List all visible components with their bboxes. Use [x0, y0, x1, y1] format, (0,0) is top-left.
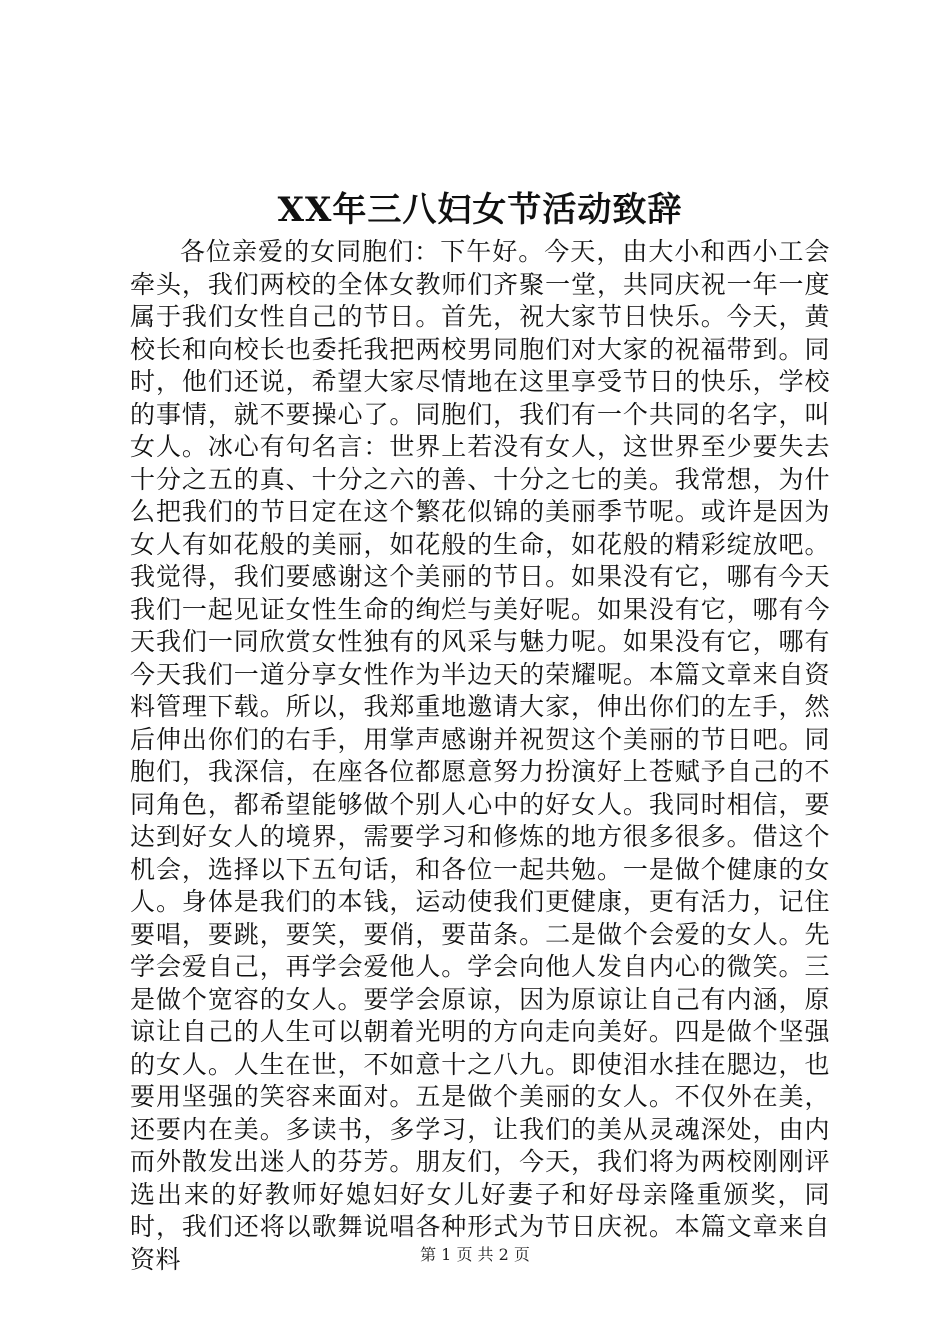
page-footer: 第 1 页 共 2 页	[420, 1245, 530, 1264]
document-body: 各位亲爱的女同胞们：下午好。今天，由大小和西小工会牵头，我们两校的全体女教师们齐聚一堂，共同庆祝一年一度属于我们女性自己的节日。首先，祝大家节日快乐。今天，黄校长和向校长也委托我把两校男同胞们对大家的祝福带到。同时，他们还说，希望大家尽情地在这里享受节日的快乐，学校的事情，就不要操心了。同胞们，我们有一个共同的名字，叫女人。冰心有句名言：世界上若没有女人，这世界至少要失去十分之五的真、十分之六的善、十分之七的美。我常想，为什么把我们的节日定在这个繁花似锦的美丽季节呢。或许是因为女人有如花般的美丽，如花般的生命，如花般的精彩绽放吧。我觉得，我们要感谢这个美丽的节日。如果没有它，哪有今天我们一起见证女性生命的绚烂与美好呢。如果没有它，哪有今天我们一同欣赏女性独有的风采与魅力呢。如果没有它，哪有今天我们一道分享女性作为半边天的荣耀呢。本篇文章来自资料管理下载。所以，我郑重地邀请大家，伸出你们的左手，然后伸出你们的右手，用掌声感谢并祝贺这个美丽的节日吧。同胞们，我深信，在座各位都愿意努力扮演好上苍赋予自己的不同角色，都希望能够做个别人心中的好女人。我同时相信，要达到好女人的境界，需要学习和修炼的地方很多很多。借这个机会，选择以下五句话，和各位一起共勉。一是做个健康的女人。身体是我们的本钱，运动使我们更健康，更有活力，记住要唱，要跳，要笑，要俏，要苗条。二是做个会爱的女人。先学会爱自己，再学会爱他人。学会向他人发自内心的微笑。三是做个宽容的女人。要学会原谅，因为原谅让自己有内涵，原谅让自己的人生可以朝着光明的方向走向美好。四是做个坚强的女人。人生在世，不如意十之八九。即使泪水挂在腮边，也要用坚强的笑容来面对。五是做个美丽的女人。不仅外在美，还要内在美。多读书，多学习，让我们的美从灵魂深处，由内而外散发出迷人的芬芳。朋友们，今天，我们将为两校刚刚评选出来的好教师好媳妇好女儿好妻子和好母亲隆重颁奖，同时，我们还将以歌舞说唱各种形式为节日庆祝。本篇文章来自资料	[130, 237, 830, 1274]
document-title: XX年三八妇女节活动致辞	[277, 190, 683, 230]
